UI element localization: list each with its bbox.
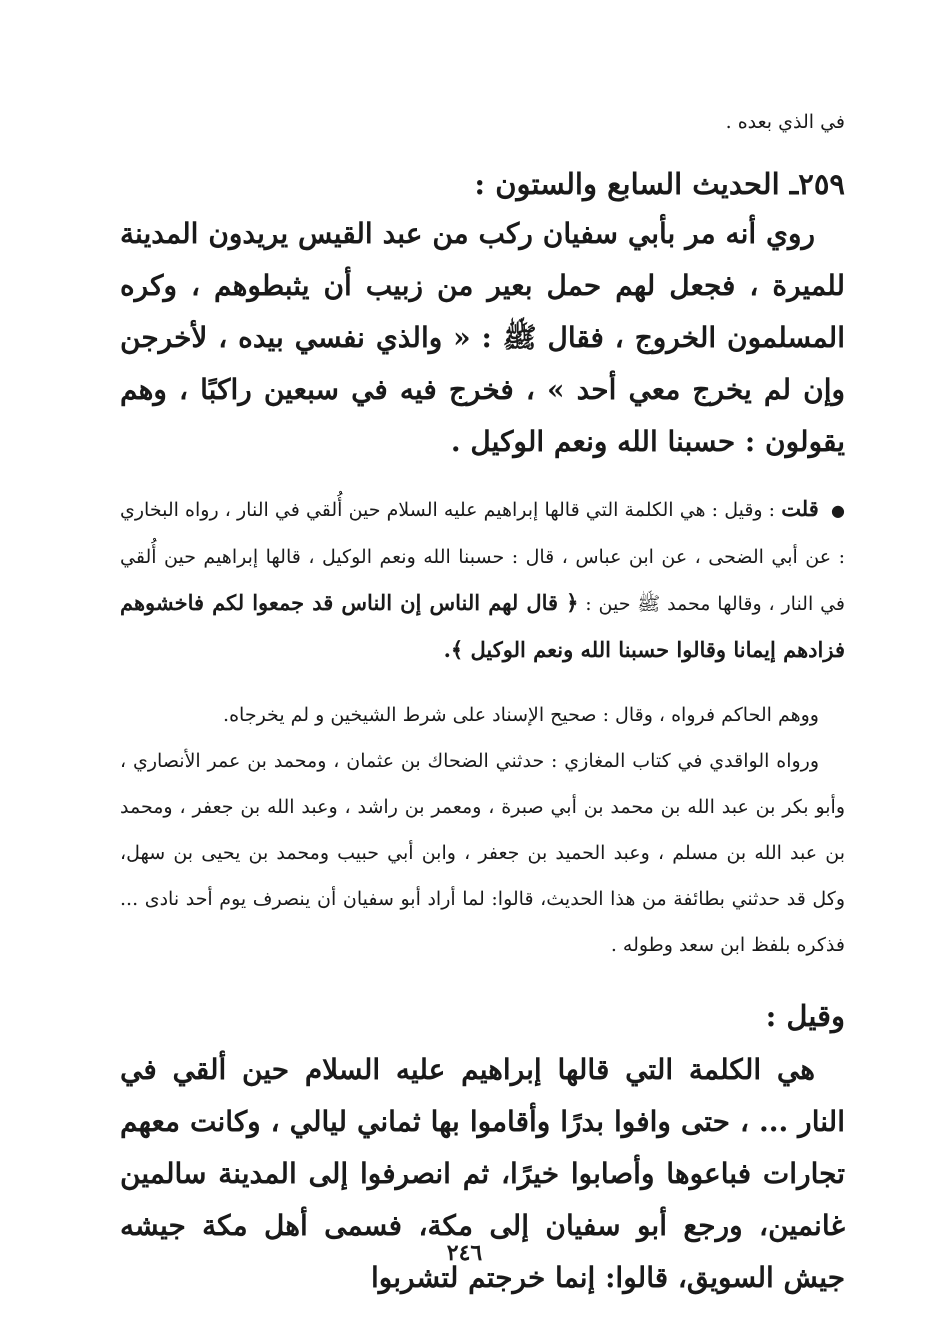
- page-number: ٢٤٦: [446, 1240, 483, 1266]
- hadith-text: روي أنه مر بأبي سفيان ركب من عبد القيس يريدون المدينة للميرة ، فجعل لهم حمل بعير من زبيب أن يثبطوهم ، وكره المسلمون الخروج ، فقال ﷺ : « والذي نفسي بيده ، لأخرجن وإن لم يخرج معي أحد » ، فخرج فيه في سبعين راكبًا ، وهم يقولون : حسبنا الله ونعم الوكيل .: [120, 217, 845, 458]
- hadith-heading: ٢٥٩ـ الحديث السابع والستون :: [474, 167, 845, 201]
- qayl-heading: وقيل :: [765, 999, 845, 1033]
- qayl-text: هي الكلمة التي قالها إبراهيم عليه السلام حين ألقي في النار ... ، حتى وافوا بدرًا وأقاموا بها ثماني ليالي ، وكانت معهم تجارات فباعوها وأصابوا خيرًا، ثم انصرفوا إلى المدينة سالمين غانمين، ورجع أبو سفيان إلى مكة، فسمى أهل مكة جيشه جيش السويق، قالوا: إنما خرجتم لتشربوا: [120, 1053, 845, 1294]
- note-paragraph: [120, 486, 845, 674]
- bullet-icon: ●: [830, 501, 846, 520]
- note-label: قلت: [781, 496, 819, 521]
- page-content: [120, 108, 845, 1304]
- top-line: في الذي بعده .: [725, 111, 845, 133]
- paragraph-waqidi: ورواه الواقدي في كتاب المغازي : حدثني الضحاك بن عثمان ، ومحمد بن عمر الأنصاري ، وأبو بكر بن عبد الله بن محمد بن أبي صبرة ، ومعمر بن راشد ، وعبد الله بن جعفر ، ومحمد بن عبد الله بن مسلم ، وعبد الحميد بن جعفر ، وابن أبي حبيب ومحمد بن يحيى بن سهل، وكل قد حدثني بطائفة من هذا الحديث، قالوا: لما أراد أبو سفيان أن ينصرف يوم أحد نادى ... فذكره بلفظ ابن سعد وطوله .: [120, 750, 845, 956]
- note-text: : وقيل : هي الكلمة التي قالها إبراهيم عليه السلام حين أُلقي في النار ، رواه البخاري : عن أبي الضحى ، عن ابن عباس ، قال : حسبنا الله ونعم الوكيل ، قالها إبراهيم حين أُلقي في النار ، وقالها محمد ﷺ حين :: [120, 499, 846, 615]
- quran-quote: ﴿ قال لهم الناس إن الناس قد جمعوا لكم فاخشوهم فزادهم إيمانا وقالوا حسبنا الله ونعم الوكيل ﴾.: [120, 590, 845, 662]
- paragraph-hakim: ووهم الحاكم فرواه ، وقال : صحيح الإسناد على شرط الشيخين و لم يخرجاه.: [223, 704, 819, 726]
